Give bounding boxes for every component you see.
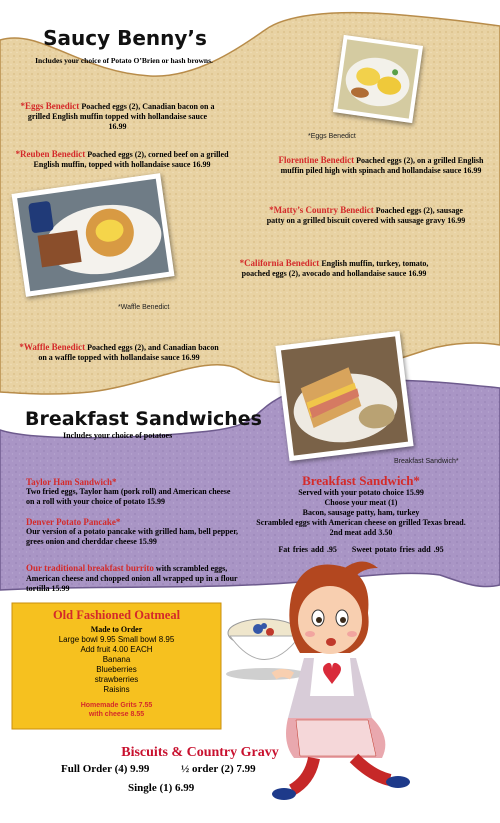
gravy-title: Biscuits & Country Gravy (121, 745, 279, 760)
sweet-fries-addon: Sweet potato fries add .95 (351, 545, 444, 554)
fat-fries-addon: Fat fries add .95 (278, 545, 337, 554)
item-desc: Poached eggs (2), on a grilled English muffin piled high with spinach and hollandaise sauce (280, 156, 484, 175)
waffle-benedict-caption: *Waffle Benedict (118, 304, 170, 311)
gravy-half-order: ½ order (2) 7.99 (181, 763, 256, 775)
item-price: 16.99 (181, 353, 200, 362)
breakfast-sandwich-caption: Breakfast Sandwich* (394, 458, 459, 465)
menu-item-reuben-benedict (14, 149, 230, 170)
fruit-option: Raisins (103, 685, 130, 694)
item-name: *Matty’s Country Benedict (269, 205, 374, 215)
second-meat-label: 2nd meat add (329, 528, 377, 537)
item-name: Florentine Benedict (278, 155, 355, 165)
menu-item-mattys-country-benedict (262, 205, 470, 226)
waffle-benedict-photo (11, 173, 174, 297)
item-name: Breakfast Sandwich* (302, 473, 420, 488)
menu-item-waffle-benedict (16, 342, 222, 363)
item-name: Denver Potato Pancake* (26, 517, 121, 527)
eggs-benedict-photo (333, 35, 423, 123)
eggs-benedict-image (333, 35, 423, 123)
item-price: 15.99 (405, 488, 424, 497)
breakfast-sandwich-photo (275, 331, 413, 461)
grits-cheese-price: with cheese 8.55 (88, 711, 145, 718)
item-desc-line1: Served with your potato choice (298, 488, 404, 497)
item-name: Our traditional breakfast burrito (26, 563, 154, 573)
sandwiches-title: Breakfast Sandwiches (25, 408, 262, 430)
sandwiches-subtitle: Includes your choice of potatoes (63, 431, 173, 440)
oatmeal-made-to-order: Made to Order (90, 625, 143, 634)
waffle-benedict-image (11, 173, 174, 297)
menu-item-breakfast-burrito (26, 563, 246, 594)
item-price: 16.99 (447, 216, 466, 225)
item-name: *Reuben Benedict (15, 149, 86, 159)
item-desc-line4: Scrambled eggs with American cheese on grilled Texas bread. (256, 518, 466, 527)
item-desc-line2: Choose your meat (1) (324, 498, 398, 507)
item-desc: Poached eggs (2), sausage patty on a grilled biscuit covered with sausage gravy (266, 206, 463, 225)
item-desc: Two fried eggs, Taylor ham (pork roll) and American cheese on a roll with your choice of potato (26, 487, 231, 506)
item-desc-line3: Bacon, sausage patty, ham, turkey (302, 508, 420, 517)
oatmeal-add-fruit: Add fruit 4.00 EACH (80, 645, 153, 654)
menu-item-eggs-benedict (20, 101, 215, 132)
oatmeal-bowl-prices: Large bowl 9.95 Small bowl 8.95 (58, 635, 175, 644)
item-name: *California Benedict (239, 258, 320, 268)
item-desc: Poached eggs (2), corned beef on a grilled English muffin, topped with hollandaise sauce (33, 150, 229, 169)
item-name: Taylor Ham Sandwich* (26, 477, 117, 487)
fruit-option: Blueberries (96, 665, 137, 674)
fruit-option: strawberries (94, 675, 139, 684)
gravy-single-order: Single (1) 6.99 (128, 782, 195, 794)
second-meat-price: 3.50 (378, 528, 393, 537)
item-price: 15.99 (138, 537, 157, 546)
item-desc: Poached eggs (2), and Canadian bacon on a waffle topped with hollandaise sauce (38, 343, 219, 362)
menu-item-taylor-ham (26, 477, 231, 507)
item-price: 16.99 (192, 160, 211, 169)
item-desc: with scrambled eggs, American cheese and chopped onion all wrapped up in a flour tortilla (26, 564, 238, 593)
item-price: 15.99 (51, 584, 70, 593)
saucy-subtitle: Includes your choice of Potato O’Brien or hash browns. (35, 56, 213, 65)
grits-price: Homemade Grits 7.55 (80, 702, 153, 709)
saucy-title: Saucy Benny’s (43, 26, 207, 50)
oatmeal-section (12, 608, 221, 719)
fruit-option: Banana (102, 655, 131, 664)
item-name: *Eggs Benedict (20, 101, 80, 111)
gravy-full-order: Full Order (4) 9.99 (61, 763, 150, 775)
item-desc: Poached eggs (2), Canadian bacon on a grilled English muffin topped with hollandaise sauce (27, 102, 215, 121)
item-price: 16.99 (408, 269, 427, 278)
menu-item-breakfast-sandwich (236, 473, 486, 555)
item-desc: Our version of a potato pancake with grilled ham, bell pepper, grees onion and cherddar cheese (26, 527, 239, 546)
oatmeal-title: Old Fashioned Oatmeal (52, 608, 181, 622)
breakfast-sandwich-image (275, 331, 413, 461)
eggs-benedict-caption: *Eggs Benedict (308, 133, 356, 140)
item-price: 15.99 (147, 497, 166, 506)
item-price: 16.99 (463, 166, 482, 175)
menu-item-california-benedict (230, 258, 438, 279)
menu-item-florentine-benedict (277, 155, 485, 176)
item-desc: English muffin, turkey, tomato, poached eggs (2), avocado and hollandaise sauce (241, 259, 429, 278)
menu-item-denver-potato-pancake (26, 517, 238, 547)
item-price: 16.99 (108, 122, 127, 131)
item-name: *Waffle Benedict (19, 342, 86, 352)
